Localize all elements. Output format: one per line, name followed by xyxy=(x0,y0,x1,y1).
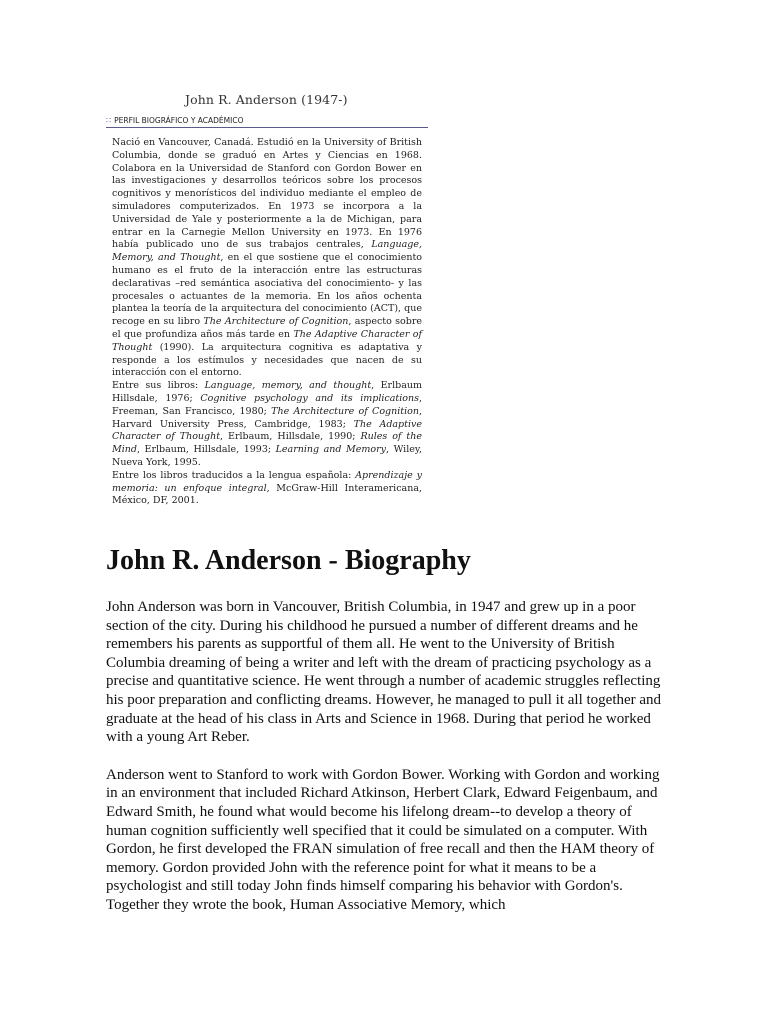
text-run: Entre sus libros: xyxy=(112,380,205,392)
biography-heading: John R. Anderson - Biography xyxy=(106,545,471,576)
text-run: , en el que sostiene que el conocimiento humano es el fruto de la interacción entre las estructuras declarativas –red semántica asociativa del conocimiento- y las procesales o actuantes de la memoria. En los años ochenta plantea la teoría de la arquitectura del conocimiento (ACT), que recoge en su libro xyxy=(112,252,422,328)
text-run: Entre los libros traducidos a la lengua española: xyxy=(112,469,356,481)
text-run: , Erlbaum, Hillsdale, 1990; xyxy=(220,431,361,443)
text-run: (1990). La arquitectura cognitiva es adaptativa y responde a los estímulos y necesidades que nacen de su interacción con el entorno. xyxy=(112,341,422,379)
section-header xyxy=(106,116,428,128)
scan-body xyxy=(112,137,422,508)
biography-body xyxy=(106,598,666,934)
book-title: The Adaptive Character of Thought xyxy=(112,328,422,353)
book-title: Cognitive psychology and its implications xyxy=(200,392,419,404)
biography-paragraph: John Anderson was born in Vancouver, British Columbia, in 1947 and grew up in a poor section of the city. During his childhood he pursued a number of different dreams and he remembers his parents as supportful of them all. He went to the University of British Columbia dreaming of being a writer and left with the dream of practicing psychology as a precise and quantitative science. He went through a number of academic struggles reflecting his poor preparation and conflicting dreams. However, he managed to pull it all together and graduate at the head of his class in Arts and Science in 1968. During that period he worked with a young Art Reber. xyxy=(106,599,662,746)
section-header-label: PERFIL BIOGRÁFICO Y ACADÉMICO xyxy=(114,116,244,125)
book-title: The Adaptive Character of Thought xyxy=(112,418,422,443)
scan-paragraph xyxy=(112,470,422,508)
text-run: , Harvard University Press, Cambridge, 1983; xyxy=(112,405,422,430)
text-run: , Erlbaum, Hillsdale, 1993; xyxy=(136,444,276,456)
text-run: , aspecto sobre el que profundiza años más tarde en xyxy=(112,316,423,340)
book-title: The Architecture of Cognition xyxy=(271,405,419,417)
book-title: Learning and Memory xyxy=(275,444,387,456)
book-title: Rules of the Mind xyxy=(112,431,422,456)
text-run: , Freeman, San Francisco, 1980; xyxy=(112,392,422,417)
biography-paragraph: Anderson went to Stanford to work with Gordon Bower. Working with Gordon and working in an environment that included Richard Atkinson, Herbert Clark, Edward Feigenbaum, and Edward Smith, he found what would become his lifelong dream--to develop a theory of human cognition sufficiently well specified that it could be simulated on a computer. With Gordon, he first developed the FRAN simulation of free recall and then the HAM theory of memory. Gordon provided John with the reference point for what it means to be a psychologist and still today John finds himself comparing his behavior with Gordon's. Together they wrote the book, Human Associative Memory, which xyxy=(106,766,660,913)
text-run: , Wiley, Nueva York, 1995. xyxy=(112,444,422,468)
scan-paragraph xyxy=(112,380,422,470)
scan-title: John R. Anderson (1947-) xyxy=(185,92,348,107)
scan-paragraph xyxy=(112,137,422,380)
text-run: , Erlbaum Hillsdale, 1976; xyxy=(112,380,422,404)
book-title: The Architecture of Cognition xyxy=(203,316,349,328)
text-run: Nació en Vancouver, Canadá. Estudió en la University of British Columbia, donde se graduó en Artes y Ciencias en 1968. Colabora en la Universidad de Stanford con Gordon Bower en las investigaciones y desarrollos teóricos sobre los procesos cognitivos y menorísticos del individuo mediante el empleo de simuladores computerizados. En 1973 se incorpora a la Universidad de Yale y posteriormente a la de Michigan, para entrar en la Carnegie Mellon University en 1973. En 1976 había publicado uno de sus trabajos centrales, xyxy=(112,137,422,251)
text-run: , McGraw-Hill Interamericana, México, DF, 2001. xyxy=(112,482,423,507)
bullet-dots-icon: ∷ xyxy=(106,116,112,125)
book-title: Language, memory, and thought xyxy=(204,380,372,392)
book-title: Language, Memory, and Thought xyxy=(112,239,422,264)
book-title: Aprendizaje y memoria: un enfoque integral xyxy=(112,469,423,494)
